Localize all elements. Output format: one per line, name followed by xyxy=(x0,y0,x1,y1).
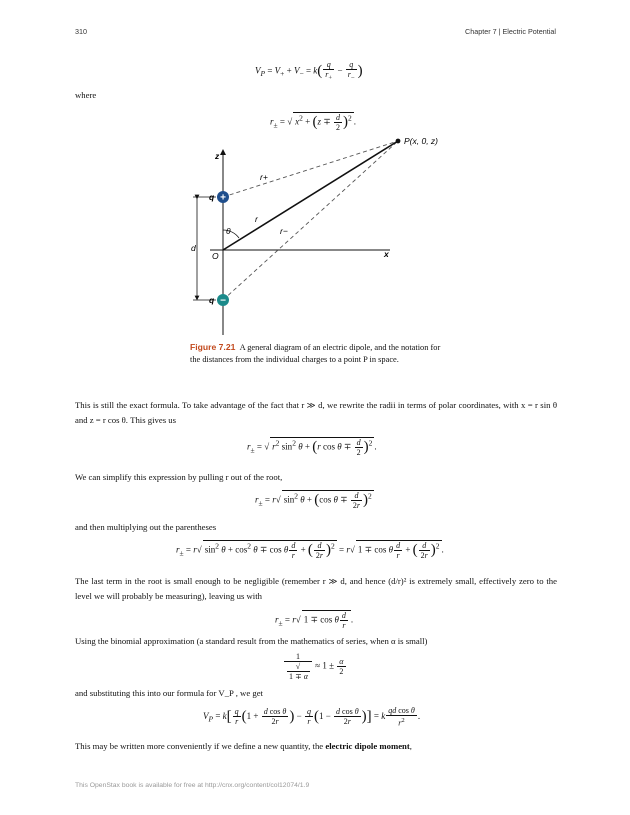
plus-sign: + xyxy=(220,192,226,204)
equation-r-pm: $r_\pm$ = √ $x^2 + (z$ ∓ $\frac{d}{2}$ )$^2$ . xyxy=(270,113,357,132)
paragraph-negligible: The last term in the root is small enough to be negligible (remember r ≫ d, and hence (d/r)² is extremely small, effectively zero to the level we will probably be measuring), leaving us with xyxy=(75,576,557,601)
equation-r-factored: $r_\pm = r√$ $\sin^2 \theta + (\cos$ θ ∓ $\frac{d}{2r}$ )$^2$ xyxy=(255,491,372,510)
r-plus-label: r+ xyxy=(260,172,268,182)
dipole-moment-term: electric dipole moment xyxy=(325,741,410,751)
footer-text: This OpenStax book is available for free at http://cnx.org/content/col12074/1.9 xyxy=(75,782,310,789)
figure-label: Figure 7.21 xyxy=(190,342,236,352)
equation-vp-final: $V_P = k$[ $\frac{q}{r}$ (1 + $\frac{\text{d cos θ}}{2r}$ ) − $\frac{q}{r}$ (1 − $\frac{\text{d cos θ}}{2r}$ )] = k $\frac{\text{qd cos θ}}{r^2}$ . xyxy=(203,706,421,728)
minus-sign: − xyxy=(220,295,226,307)
page-number: 310 xyxy=(75,27,87,36)
where-text: where xyxy=(75,90,97,100)
equation-r-approx: $r_\pm = r√$ 1 ∓ cos θ $\frac{d}{r}$ . xyxy=(275,611,354,630)
paragraph-pull-r: We can simplify this expression by pulling r out of the root, xyxy=(75,472,283,482)
paragraph-dipole-suffix: , xyxy=(409,741,412,751)
paragraph-dipole-prefix: This may be written more conveniently if we define a new quantity, the xyxy=(75,741,324,751)
charge-bottom-label: q xyxy=(209,295,215,305)
charge-top-label: q xyxy=(209,192,215,202)
point-p xyxy=(396,139,401,144)
dipole-diagram xyxy=(180,130,460,340)
d-label: d xyxy=(191,243,196,253)
x-axis-label: x xyxy=(384,249,389,259)
paragraph-binomial: Using the binomial approximation (a standard result from the mathematics of series, when α is small) xyxy=(75,636,428,646)
figure-caption-block xyxy=(190,342,445,365)
z-axis-label: z xyxy=(215,151,220,161)
equation-r-pm-polar: $r_\pm$ = √ $r^2$ $\sin^2 \theta + (r$ cos θ ∓ $\frac{d}{2}$ )$^2$ . xyxy=(247,438,377,457)
r-plus-line xyxy=(223,141,398,197)
point-p-label: P(x, 0, z) xyxy=(404,136,439,146)
r-minus-line xyxy=(223,141,398,300)
r-minus-label: r− xyxy=(280,226,288,236)
equation-vp-sum: $V_P = V_+ + V_- = k$( $\frac{q}{r_+}$ − $\frac{q}{r_-}$ ) xyxy=(255,60,363,82)
paragraph-multiply: and then multiplying out the parentheses xyxy=(75,522,217,532)
paragraph-exact-formula: This is still the exact formula. To take advantage of the fact that r ≫ d, we rewrite the radii in terms of polar coordinates, with x = r sin θ and z = r cos θ. This gives us xyxy=(75,400,557,425)
origin-label: O xyxy=(212,251,219,261)
equation-binomial: 1 √ 1 ∓ α ≈ 1 ± $\frac{\alpha}{2}$ xyxy=(283,652,347,681)
theta-label: θ xyxy=(226,226,231,236)
r-line xyxy=(223,141,398,250)
r-label: r xyxy=(255,214,258,224)
figure-caption: A general diagram of an electric dipole, and the notation for the distances from the individual charges to a point P in space. xyxy=(190,343,441,364)
chapter-title: Chapter 7 | Electric Potential xyxy=(465,27,556,36)
equation-r-expanded: $r_\pm = r√$ $\sin^2 \theta + \cos^2 \theta \mp \cos \theta$ $\frac{d}{r}$ + ( $\frac{d}{2r}$ )$^2$ = r√ 1 ∓ cos θ $\frac{d}{r}$ + ( $\frac{d}{2r}$ )$^2$ . xyxy=(176,541,444,560)
paragraph-dipole-moment xyxy=(75,739,557,754)
paragraph-substitute: and substituting this into our formula for V_P , we get xyxy=(75,688,263,698)
